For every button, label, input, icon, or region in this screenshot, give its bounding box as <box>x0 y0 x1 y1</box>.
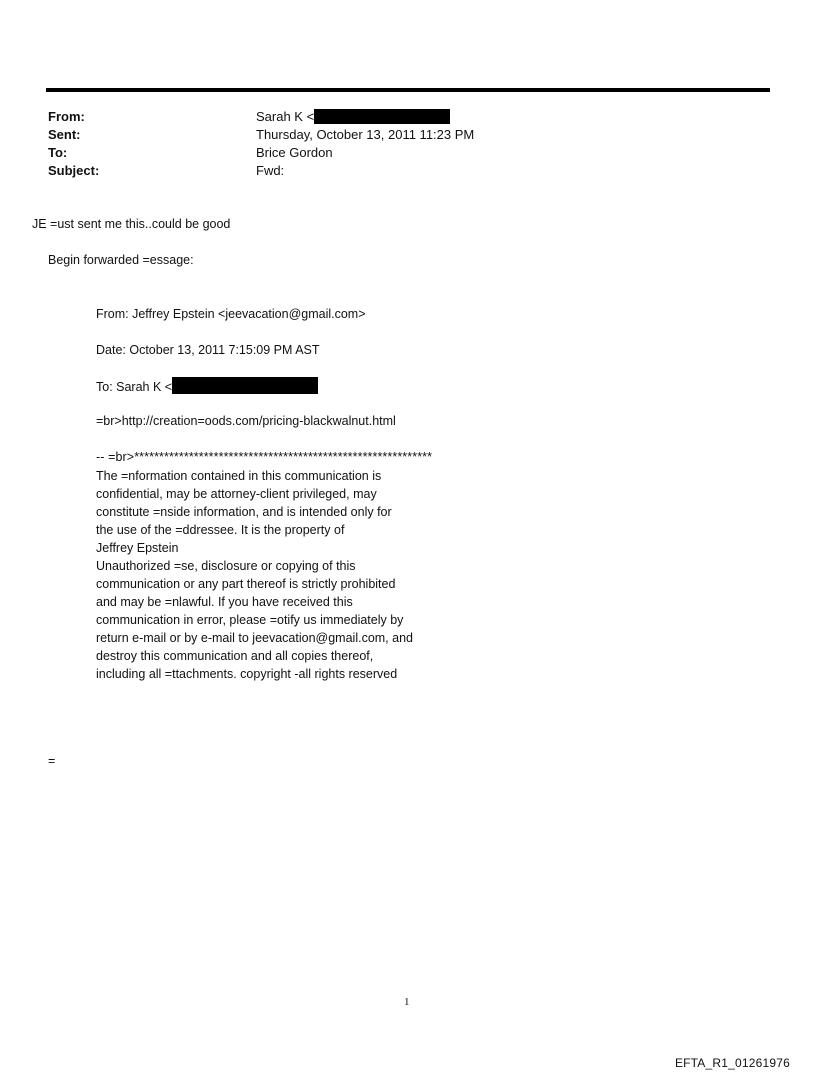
disclaimer-line: Unauthorized =se, disclosure or copying of this <box>96 559 356 573</box>
from-label: From: <box>48 109 85 124</box>
fwd-separator: -- =br>************************************************************ <box>96 450 433 464</box>
to-label: To: <box>48 145 68 160</box>
trailing-char: = <box>48 754 56 768</box>
subject-label: Subject: <box>48 163 100 178</box>
redaction-bar <box>314 109 450 124</box>
subject-value: Fwd: <box>256 163 285 178</box>
disclaimer-block <box>96 467 616 683</box>
body-line-1: JE =ust sent me this..could be good <box>32 217 231 231</box>
header-rule <box>46 88 770 92</box>
sent-label: Sent: <box>48 127 81 142</box>
from-value <box>256 108 450 126</box>
sent-value: Thursday, October 13, 2011 11:23 PM <box>256 127 475 142</box>
fwd-date: Date: October 13, 2011 7:15:09 PM AST <box>96 343 320 357</box>
disclaimer-line: Jeffrey Epstein <box>96 541 179 555</box>
disclaimer-line: return e-mail or by e-mail to jeevacation@gmail.com, and <box>96 631 413 645</box>
to-value: Brice Gordon <box>256 145 333 160</box>
body-line-2: Begin forwarded =essage: <box>48 253 194 267</box>
disclaimer-line: communication in error, please =otify us immediately by <box>96 613 404 627</box>
disclaimer-line: communication or any part thereof is strictly prohibited <box>96 577 396 591</box>
disclaimer-line: constitute =nside information, and is intended only for <box>96 505 392 519</box>
fwd-to <box>96 377 318 396</box>
disclaimer-line: including all =ttachments. copyright -all rights reserved <box>96 667 398 681</box>
disclaimer-line: the use of the =ddressee. It is the property of <box>96 523 345 537</box>
disclaimer-line: The =nformation contained in this communication is <box>96 469 382 483</box>
disclaimer-line: confidential, may be attorney-client privileged, may <box>96 487 377 501</box>
disclaimer-line: and may be =nlawful. If you have received this <box>96 595 353 609</box>
disclaimer-line: destroy this communication and all copies thereof, <box>96 649 374 663</box>
fwd-link: =br>http://creation=oods.com/pricing-blackwalnut.html <box>96 414 396 428</box>
fwd-from: From: Jeffrey Epstein <jeevacation@gmail.com> <box>96 307 366 321</box>
document-id: EFTA_R1_01261976 <box>674 1056 790 1070</box>
fwd-to-text: To: Sarah K < <box>96 380 173 394</box>
from-sender: Sarah K < <box>256 109 315 124</box>
redaction-bar <box>172 377 318 394</box>
page-number: 1 <box>404 996 410 1008</box>
